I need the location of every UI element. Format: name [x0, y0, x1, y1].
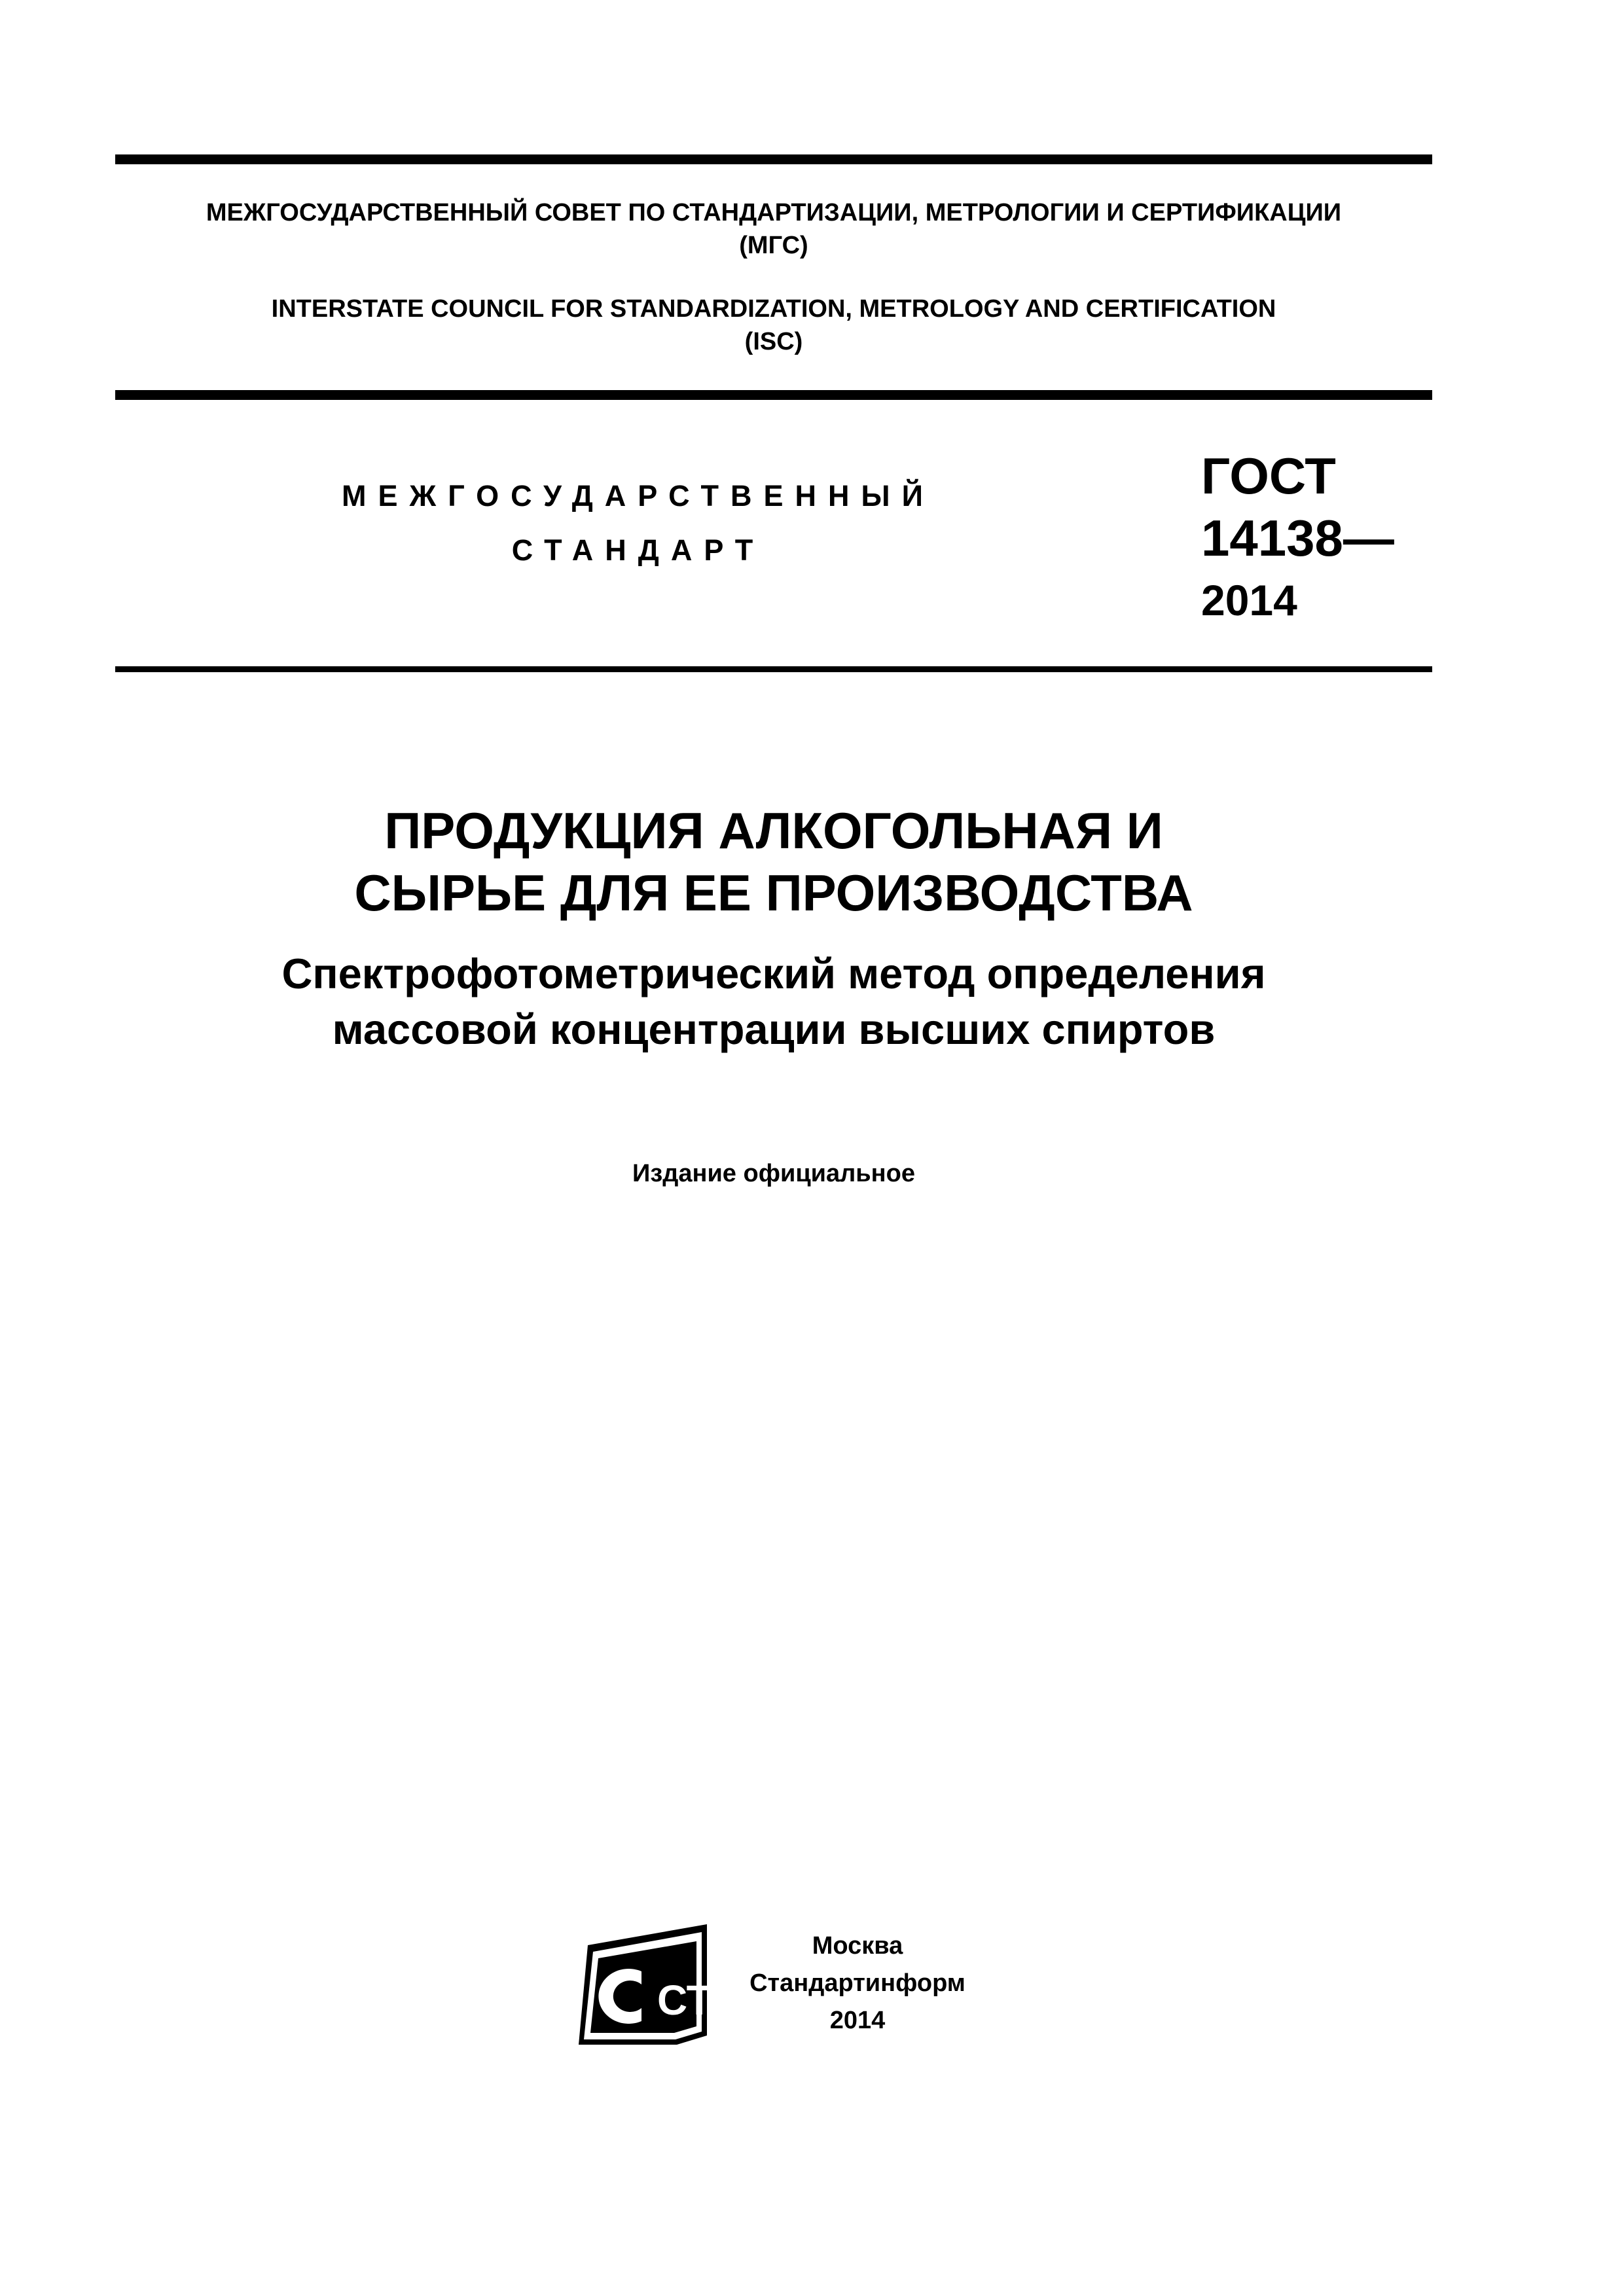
document-title [115, 800, 1432, 924]
council-ru-abbr: (МГС) [739, 232, 808, 259]
council-en-name: INTERSTATE COUNCIL FOR STANDARDIZATION, METROLOGY AND CERTIFICATION [271, 295, 1276, 323]
title-line1: ПРОДУКЦИЯ АЛКОГОЛЬНАЯ И [384, 802, 1163, 859]
subtitle-line1: Спектрофотометрический метод определения [281, 950, 1266, 997]
logo-text: СТИ [657, 1977, 742, 2024]
council-name-ru [115, 196, 1432, 262]
council-name-en [115, 293, 1432, 358]
gost-year: 2014 [1201, 576, 1297, 624]
council-en-abbr: (ISC) [744, 328, 803, 355]
edition-note: Издание официальное [632, 1160, 915, 1187]
imprint-year: 2014 [829, 2007, 886, 2034]
middle-rule [115, 390, 1432, 400]
document-subtitle [115, 946, 1432, 1057]
bottom-rule [115, 666, 1432, 672]
standard-label-line1: МЕЖГОСУДАРСТВЕННЫЙ [342, 479, 935, 512]
imprint-city: Москва [812, 1932, 903, 1960]
council-ru-name: МЕЖГОСУДАРСТВЕННЫЙ СОВЕТ ПО СТАНДАРТИЗАЦИИ, МЕТРОЛОГИИ И СЕРТИФИКАЦИИ [206, 199, 1342, 226]
standartinform-logo-icon [579, 1924, 742, 2045]
gost-number: 14138— [1201, 509, 1394, 567]
subtitle-line2: массовой концентрации высших спиртов [332, 1005, 1216, 1053]
standard-label-line2: СТАНДАРТ [511, 533, 765, 567]
gost-prefix: ГОСТ [1201, 447, 1336, 505]
imprint [720, 1928, 995, 2039]
gost-designation [1201, 445, 1394, 632]
top-rule [115, 154, 1432, 164]
title-line2: СЫРЬЕ ДЛЯ ЕЕ ПРОИЗВОДСТВА [354, 864, 1193, 922]
imprint-publisher: Стандартинформ [749, 1969, 965, 1997]
